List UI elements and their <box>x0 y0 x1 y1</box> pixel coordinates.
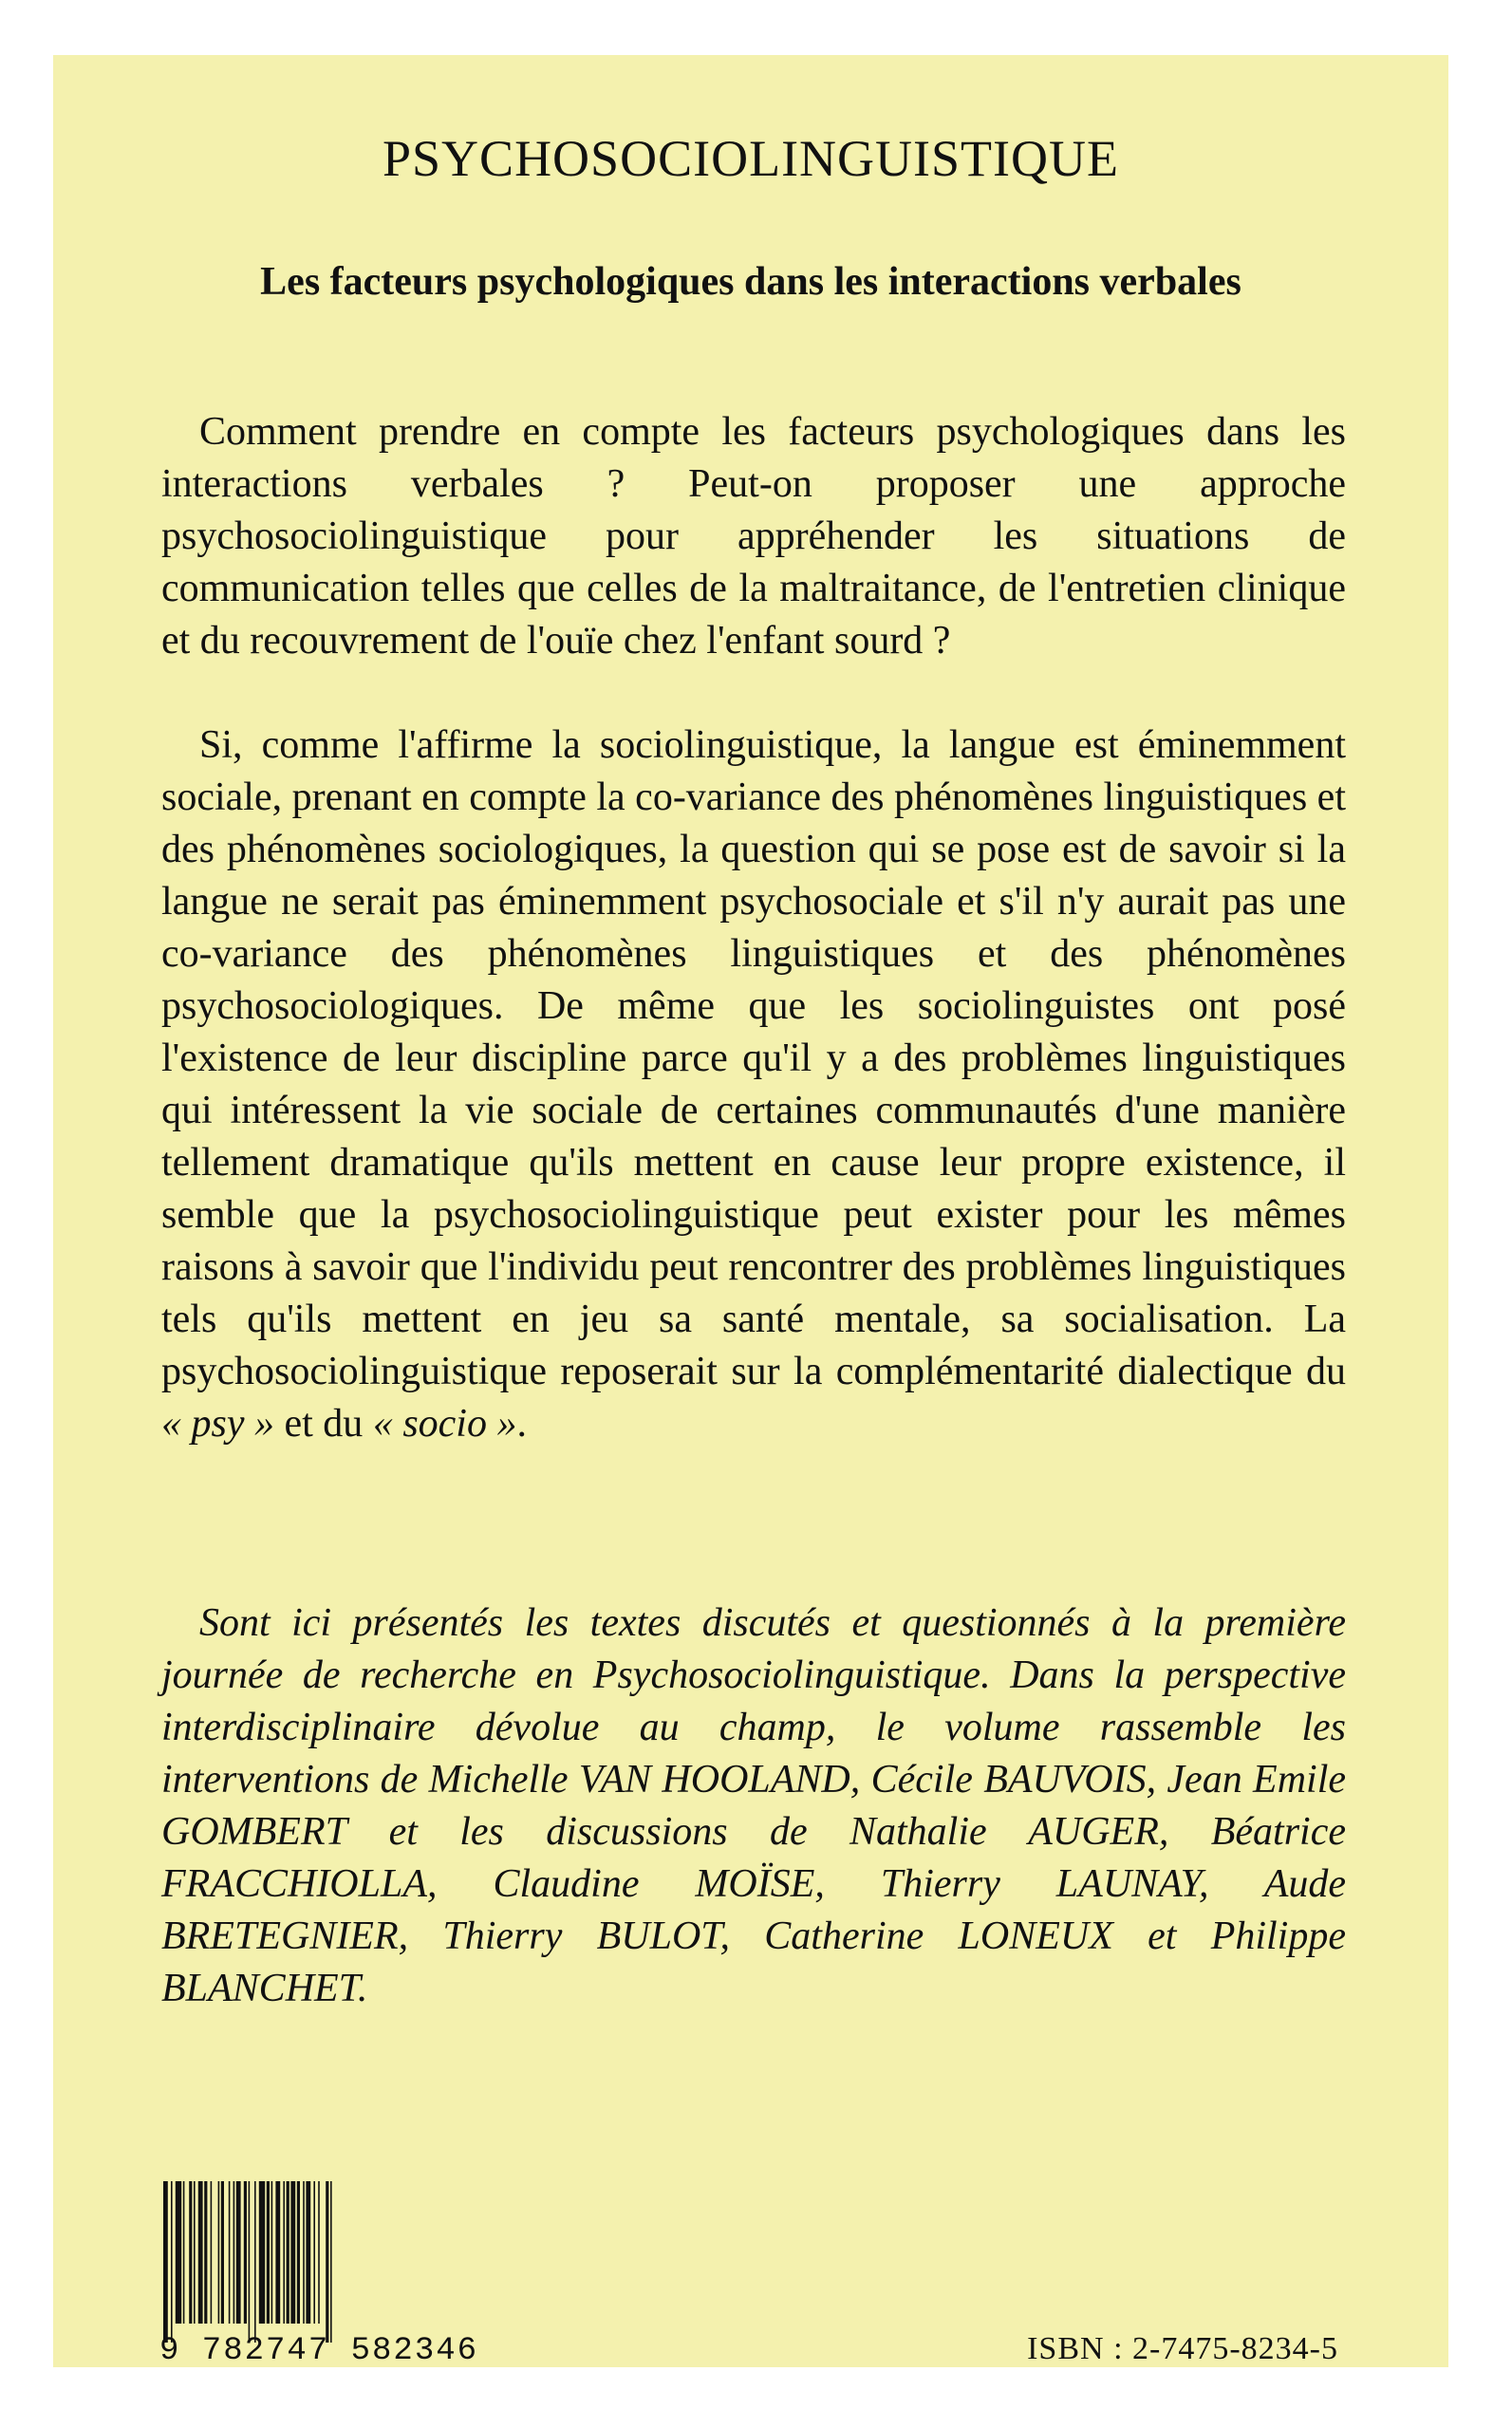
socio-term: « socio » <box>372 1402 517 1446</box>
isbn: ISBN : 2-7475-8234-5 <box>1027 2331 1338 2366</box>
period-text: . <box>516 1402 527 1446</box>
book-subtitle: Les facteurs psychologiques dans les interactions verbales <box>260 260 1241 304</box>
barcode-digits: 9 782747 582346 <box>159 2333 479 2369</box>
paragraph-contributors: Sont ici présentés les textes discutés et questionnés à la première journée de recherche en Psychosociolinguistique. Dans la perspective interdisciplinaire dévolue au champ, le volume rassemble les interventions de Michelle VAN HOOLAND, Cécile BAUVOIS, Jean Emile GOMBERT et les discussions de Nathalie AUGER, Béatrice FRACCHIOLLA, Claudine MOÏSE, Thierry LAUNAY, Aude BRETEGNIER, Thierry BULOT, Catherine LONEUX et Philippe BLANCHET. <box>161 1601 1346 2010</box>
back-cover <box>53 55 1448 2367</box>
psy-term: « psy » <box>161 1402 274 1446</box>
and-text: et du <box>284 1402 364 1446</box>
barcode-icon <box>159 2181 558 2343</box>
paragraph-intro: Comment prendre en compte les facteurs psychologiques dans les interactions verbales ? Peut-on proposer une approche psychosociolinguistique pour appréhender les situations de communication telles que celles de la maltraitance, de l'entretien clinique et du recouvrement de l'ouïe chez l'enfant sourd ? <box>161 410 1346 663</box>
paragraph-argument <box>161 719 1346 1450</box>
paragraph-argument-text: Si, comme l'affirme la sociolinguistique, la langue est éminemment sociale, prenant en compte la co-variance des phénomènes linguistiques et des phénomènes sociologiques, la question qui se pose est de savoir si la langue ne serait pas éminemment psychosociale et s'il n'y aurait pas une co-variance des phénomènes linguistiques et des phénomènes psychosociologiques. De même que les sociolinguistes ont posé l'existence de leur discipline parce qu'il y a des problèmes linguistiques qui intéressent la vie sociale de certaines communautés d'une manière tellement dramatique qu'ils mettent en cause leur propre existence, il semble que la psychosociolinguistique peut exister pour les mêmes raisons à savoir que l'individu peut rencontrer des problèmes linguistiques tels qu'ils mettent en jeu sa santé mentale, sa socialisation. La psychosociolinguistique reposerait sur la complémentarité dialectique du <box>161 723 1346 1393</box>
book-title: PSYCHOSOCIOLINGUISTIQUE <box>382 130 1120 187</box>
